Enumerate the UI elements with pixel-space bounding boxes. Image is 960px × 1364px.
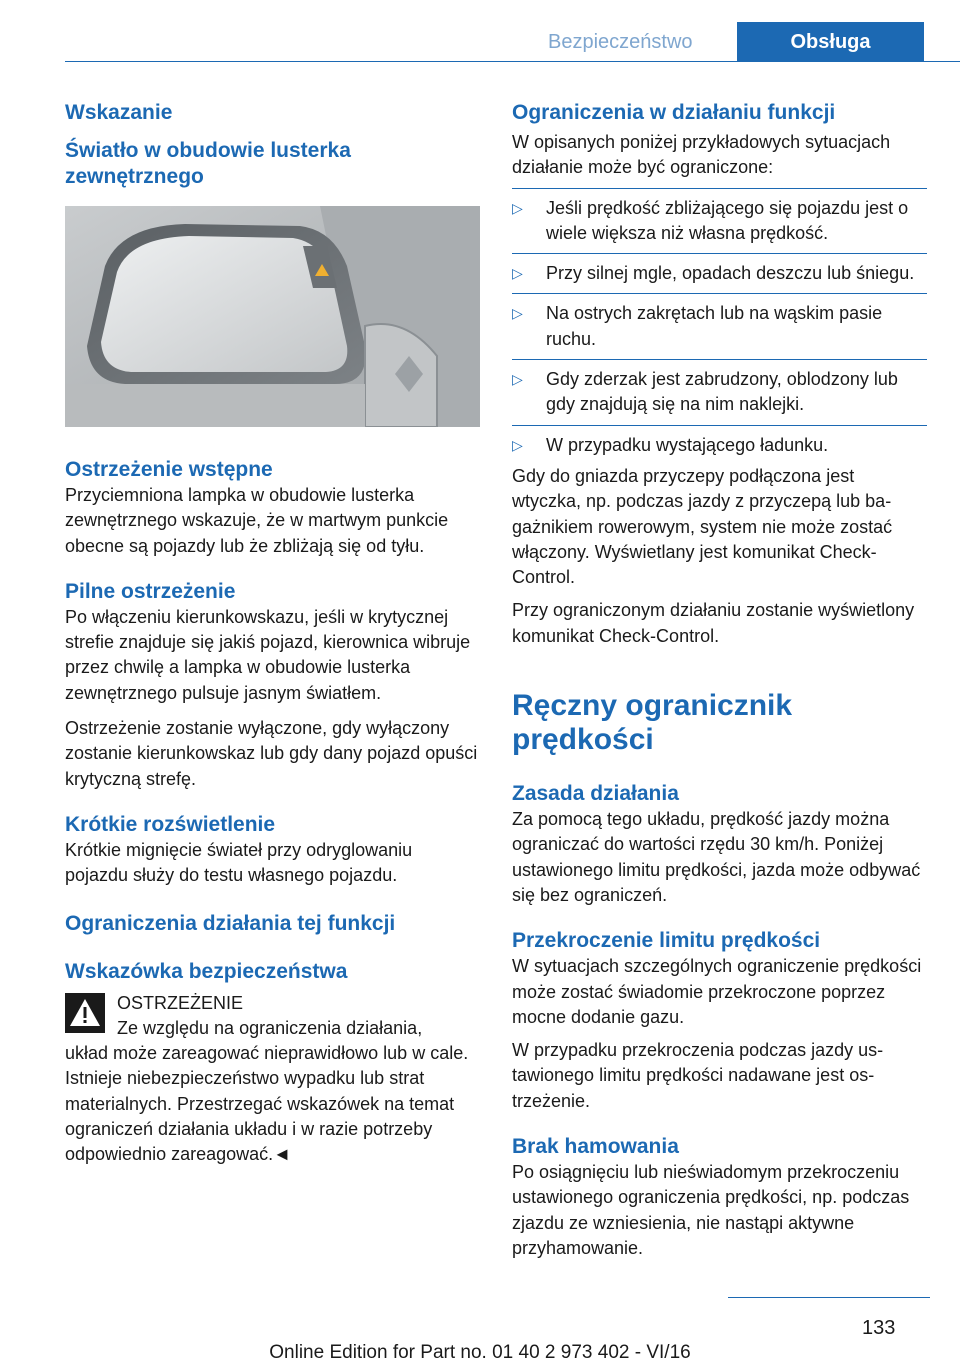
list-item <box>512 301 927 352</box>
limits-list <box>512 196 927 458</box>
warning-line-1: Ze względu na ograniczenia działania, <box>117 1017 423 1038</box>
list-item-text: Na ostrych zakrętach lub na wąskim pasie ruchu. <box>546 303 883 349</box>
triangle-right-icon: ▷ <box>512 305 523 322</box>
heading-indication: Wskazanie <box>65 101 173 124</box>
right-column <box>512 100 927 1261</box>
triangle-right-icon: ▷ <box>512 265 523 282</box>
warning-icon <box>65 993 105 1033</box>
triangle-right-icon: ▷ <box>512 199 523 216</box>
text-exceed-2: W przypadku przekroczenia podczas jazdy ustawionego limitu prędkości nadawane jest ostrzeżenie. <box>512 1040 884 1111</box>
heading-function-limits: Ograniczenia w działaniu funkcji <box>512 101 836 124</box>
heading-mirror-light: Światło w obudowie lusterka zewnętrznego <box>65 139 351 188</box>
triangle-right-icon: ▷ <box>512 371 523 388</box>
left-column <box>65 100 480 1168</box>
text-trailer: Gdy do gniazda przyczepy podłączona jest wtyczka, np. podczas jazdy z przyczepą lub bagażnikiem rowerowym, system nie może zostać włączony. Wyświetlany jest komunikat Check-Control. <box>512 465 893 588</box>
heading-safety: Wskazówka bezpieczeństwa <box>65 959 348 983</box>
divider <box>512 253 927 254</box>
list-item <box>512 261 927 286</box>
list-item <box>512 433 927 458</box>
edition-line: Online Edition for Part no. 01 40 2 973 402 - VI/16 <box>269 1342 691 1363</box>
list-item <box>512 196 927 247</box>
divider <box>512 359 927 360</box>
mirror-image <box>65 206 480 427</box>
heading-exceed: Przekroczenie limitu prędkości <box>512 929 821 953</box>
heading-prewarning: Ostrzeżenie wstępne <box>65 458 273 481</box>
text-checkcontrol: Przy ograniczonym działaniu zostanie wyświetlony komunikat Check-Control. <box>512 600 915 646</box>
heading-no-brake: Brak hamowania <box>512 1135 679 1159</box>
divider <box>512 293 927 294</box>
heading-urgent: Pilne ostrzeżenie <box>65 579 236 603</box>
divider <box>512 188 927 189</box>
text-no-brake: Po osiągnięciu lub nieświadomym przekroczeniu ustawionego ograniczenia prędkości, np. podczas zjazdu ze wzniesienia, nie nastąpi aktywne przyhamowanie. <box>512 1162 910 1258</box>
heading-flash: Krótkie rozświetlenie <box>65 812 276 836</box>
text-urgent-1: Po włączeniu kierunkowskazu, jeśli w krytycznej strefie znajduje się jakiś pojazd, kierownica wibruje przez chwilę a lampka w obudowie lusterka zewnętrznego pulsuje jasnym światłem. <box>65 606 471 703</box>
page-number: 133 <box>862 1317 896 1339</box>
triangle-right-icon: ▷ <box>512 436 523 453</box>
heading-principle: Zasada działania <box>512 782 679 806</box>
list-item-text: Przy silnej mgle, opadach deszczu lub śniegu. <box>546 263 915 284</box>
list-item-text: Jeśli prędkość zbliżającego się pojazdu jest o wiele większa niż własna prędkość. <box>546 197 909 243</box>
heading-limits: Ograniczenia działania tej funkcji <box>65 911 396 935</box>
text-prewarning: Przyciemniona lampka w obudowie lusterka zewnętrznego wskazuje, że w martwym punkcie obecne są pojazdy lub że zbliżają się od tyłu. <box>65 485 449 556</box>
text-urgent-2: Ostrzeżenie zostanie wyłączone, gdy wyłączony zostanie kierunkowskaz lub gdy dany pojazd opuści krytyczną strefę. <box>65 718 478 789</box>
divider <box>512 425 927 426</box>
warning-head <box>117 991 422 1042</box>
tab-obsluga[interactable]: Obsługa <box>737 22 924 62</box>
text-intro: W opisanych poniżej przykładowych sytuacjach działanie może być ograniczone: <box>512 132 891 178</box>
text-exceed-1: W sytuacjach szczególnych ograniczenie prędkości może zostać świadomie przekroczone poprzez mocne dodanie gazu. <box>512 956 922 1027</box>
text-flash: Krótkie mignięcie świateł przy odryglowaniu pojazdu służy do testu własnego pojazdu. <box>65 839 413 886</box>
heading-speed-limiter: Ręczny ogranicznik prędkości <box>512 689 793 757</box>
footer-rule <box>728 1297 930 1298</box>
warning-title: OSTRZEŻENIE <box>117 992 244 1013</box>
warning-text: układ może zareagować nieprawidłowo lub w cale. Istnieje niebezpieczeństwo wypadku lub strat materialnych. Przestrzegać wskazówek na temat ograniczeń działania układu i w razie potrzeby odpowiednio zareagować.◄ <box>65 1043 469 1165</box>
list-item-text: Gdy zderzak jest zabrudzony, oblodzony lub gdy znajdują się na nim naklejki. <box>546 369 898 415</box>
warning-block <box>65 991 480 1042</box>
list-item-text: W przypadku wystającego ładunku. <box>546 434 829 455</box>
text-principle: Za pomocą tego układu, prędkość jazdy można ograniczać do wartości rzędu 30 km/h. Poniżej ustawionego limitu prędkości, jazda może odbywać się bez ograniczeń. <box>512 809 921 905</box>
tab-bezpieczenstwo[interactable]: Bezpieczeństwo <box>548 31 693 53</box>
list-item <box>512 367 927 418</box>
